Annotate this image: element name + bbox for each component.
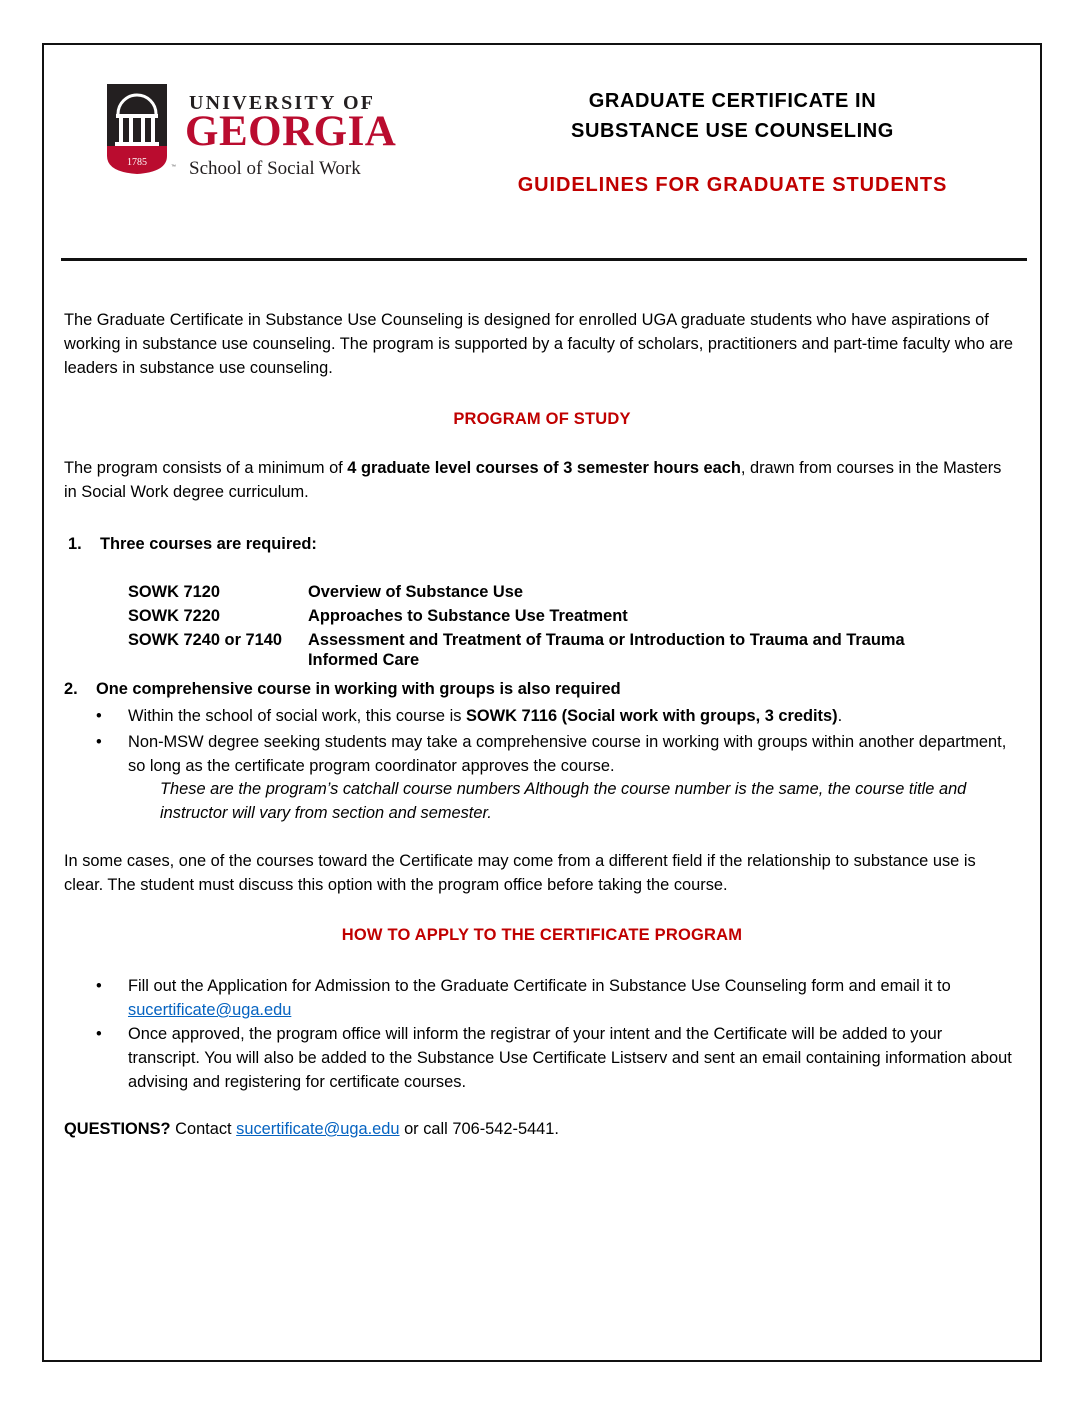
apply-step bbox=[96, 974, 1016, 1022]
svg-text:1785: 1785 bbox=[127, 157, 147, 167]
logo-georgia: GEORGIA bbox=[185, 108, 397, 155]
questions-line bbox=[64, 1117, 1014, 1141]
questions-text: Contact bbox=[170, 1120, 237, 1138]
requirement-number: 2. bbox=[64, 680, 78, 698]
apply-step-text: Fill out the Application for Admission to the Graduate Certificate in Substance Use Counseling form and email it to bbox=[128, 977, 951, 995]
program-summary bbox=[64, 456, 1014, 504]
course-name: Overview of Substance Use bbox=[308, 583, 523, 601]
bullet-icon: • bbox=[96, 733, 102, 751]
course-name: Assessment and Treatment of Trauma or Introduction to Trauma and Trauma Informed Care bbox=[308, 631, 905, 669]
logo-university-of: UNIVERSITY OF bbox=[189, 92, 376, 114]
bullet-text: Within the school of social work, this course is bbox=[128, 707, 466, 725]
requirement-2 bbox=[64, 680, 621, 699]
phone-text: or call 706-542-5441. bbox=[399, 1120, 559, 1138]
bullet-icon: • bbox=[96, 1025, 102, 1043]
questions-label: QUESTIONS? bbox=[64, 1120, 171, 1138]
bullet-item bbox=[96, 704, 1016, 728]
course-code: SOWK 7220 bbox=[128, 607, 221, 625]
course-number-note: These are the program’s catchall course numbers Although the course number is the same, the course title and instructor will vary from section and semester. bbox=[160, 780, 967, 822]
bullet-icon: • bbox=[96, 977, 102, 995]
trademark-symbol: ™ bbox=[171, 164, 176, 170]
intro-paragraph: The Graduate Certificate in Substance Use Counseling is designed for enrolled UGA graduate students who have aspirations of working in substance use counseling. The program is supported by a faculty of scholars, practitioners and part-time faculty who are leaders in substance use counseling. bbox=[64, 311, 1014, 377]
requirement-1 bbox=[68, 535, 317, 554]
how-to-apply-heading: HOW TO APPLY TO THE CERTIFICATE PROGRAM bbox=[341, 926, 743, 944]
year-1785-label bbox=[120, 155, 154, 167]
contact-email-link[interactable]: sucertificate@uga.edu bbox=[236, 1120, 400, 1138]
header-divider bbox=[61, 258, 1027, 261]
bullet-icon: • bbox=[96, 707, 102, 725]
document-title-line2: SUBSTANCE USE COUNSELING bbox=[571, 120, 894, 142]
apply-step bbox=[96, 1022, 1016, 1094]
bullet-text-end: . bbox=[837, 707, 843, 725]
page-border bbox=[42, 43, 1042, 1362]
summary-emphasis: 4 graduate level courses of 3 semester hours each bbox=[347, 459, 741, 477]
course-name: Approaches to Substance Use Treatment bbox=[308, 607, 628, 625]
course-code: SOWK 7240 or 7140 bbox=[128, 631, 282, 649]
bullet-item bbox=[96, 730, 1016, 778]
course-code: SOWK 7120 bbox=[128, 583, 221, 601]
bullet-emphasis: SOWK 7116 (Social work with groups, 3 credits) bbox=[465, 707, 838, 725]
requirement-label: Three courses are required: bbox=[100, 535, 317, 553]
bullet-text: Non-MSW degree seeking students may take a comprehensive course in working with groups within another department, so long as the certificate program coordinator approves the course. bbox=[128, 733, 1007, 775]
exception-paragraph: In some cases, one of the courses toward the Certificate may come from a different field if the relationship to substance use is clear. The student must discuss this option with the program office before taking the course. bbox=[64, 852, 976, 894]
summary-text: The program consists of a minimum of bbox=[64, 459, 348, 477]
email-link[interactable]: sucertificate@uga.edu bbox=[128, 1001, 292, 1019]
apply-step-text: Once approved, the program office will inform the registrar of your intent and the Certificate will be added to your transcript. You will also be added to the Substance Use Certificate Listserv and sent an email containing information about advising and registering for certificate courses. bbox=[128, 1025, 1012, 1091]
document-title-line1: GRADUATE CERTIFICATE IN bbox=[588, 90, 877, 112]
requirement-label: One comprehensive course in working with groups is also required bbox=[96, 680, 621, 698]
logo-school-name: School of Social Work bbox=[189, 158, 361, 179]
document-subtitle: GUIDELINES FOR GRADUATE STUDENTS bbox=[517, 174, 948, 196]
program-of-study-heading: PROGRAM OF STUDY bbox=[453, 410, 631, 428]
summary-text-end: , drawn from courses in the Masters in Social Work degree curriculum. bbox=[64, 459, 1002, 501]
requirement-number: 1. bbox=[68, 535, 82, 553]
